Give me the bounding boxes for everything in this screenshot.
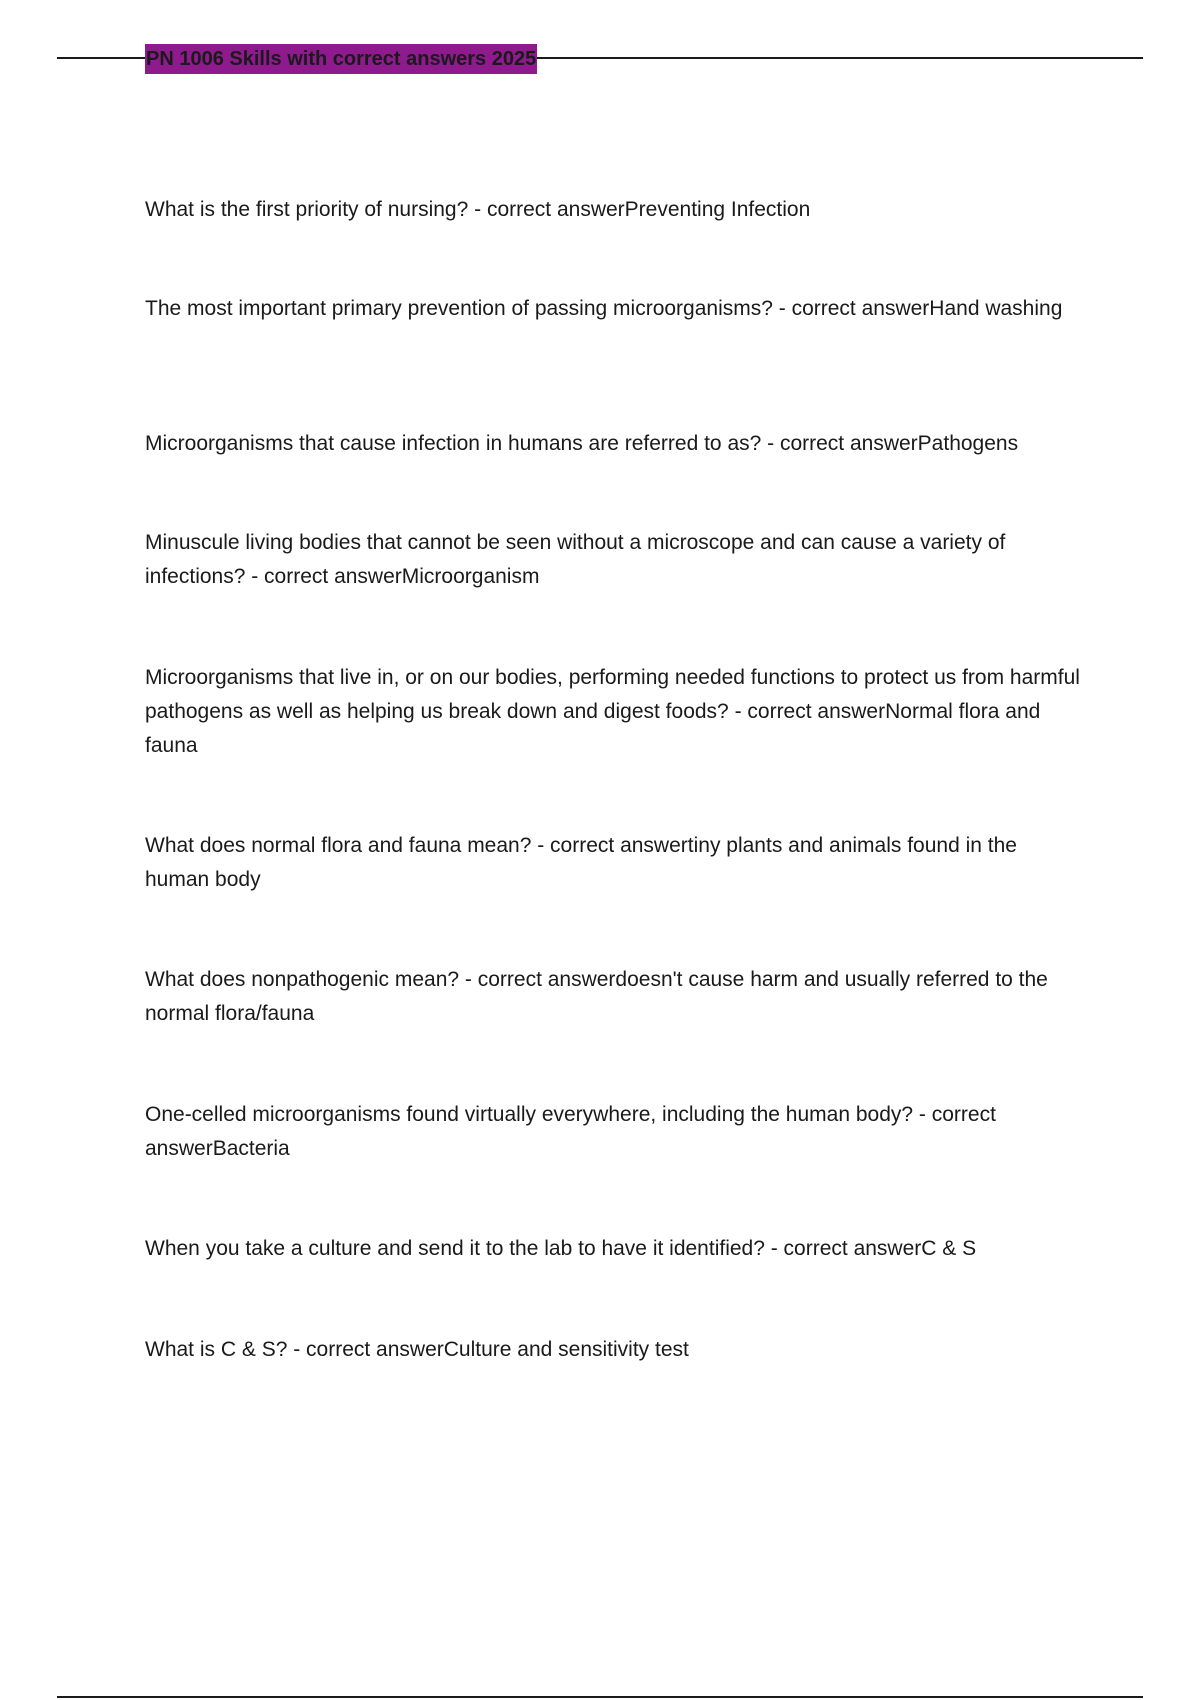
qa-item-4: Minuscule living bodies that cannot be seen without a microscope and can cause a variety of infections? - correct answerMicroorganism xyxy=(145,531,1006,588)
document-title: PN 1006 Skills with correct answers 2025 xyxy=(145,44,537,74)
qa-item-7: What does nonpathogenic mean? - correct answerdoesn't cause harm and usually referred to the normal flora/fauna xyxy=(145,968,1048,1025)
qa-item-1: What is the first priority of nursing? - correct answerPreventing Infection xyxy=(145,198,811,221)
qa-item-9: When you take a culture and send it to the lab to have it identified? - correct answerC & S xyxy=(145,1237,977,1260)
qa-item-6: What does normal flora and fauna mean? - correct answertiny plants and animals found in the human body xyxy=(145,834,1017,891)
qa-item-3: Microorganisms that cause infection in humans are referred to as? - correct answerPathogens xyxy=(145,432,1019,455)
qa-item-2: The most important primary prevention of passing microorganisms? - correct answerHand washing xyxy=(145,297,1063,320)
qa-item-8: One-celled microorganisms found virtually everywhere, including the human body? - correct answerBacteria xyxy=(145,1103,996,1160)
qa-item-10: What is C & S? - correct answerCulture and sensitivity test xyxy=(145,1338,689,1361)
footer-rule xyxy=(57,1696,1143,1698)
qa-item-5: Microorganisms that live in, or on our bodies, performing needed functions to protect us from harmful pathogens as well as helping us break down and digest foods? - correct answerNormal flora and fauna xyxy=(145,666,1080,757)
